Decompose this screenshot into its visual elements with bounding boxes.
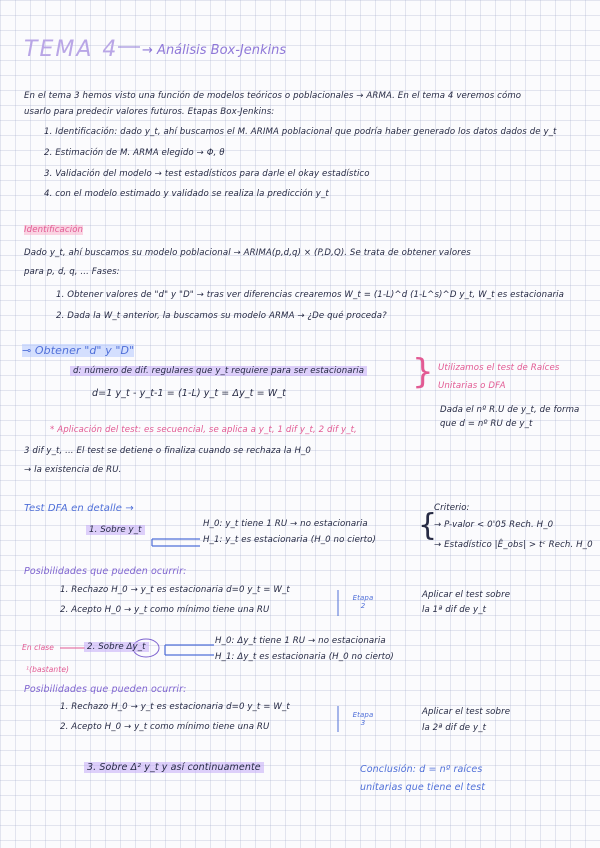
dfa-step-3: 3. Sobre Δ² y_t y así continuamente [84, 762, 264, 773]
step-3: 3. Validación del modelo → test estadísticos para darle el okay estadístico [44, 169, 370, 179]
conclusion-1: Conclusión: d = nº raíces [360, 764, 483, 775]
d-definition: d: número de dif. regulares que y_t requiere para ser estacionaria [70, 366, 367, 377]
ident-line-2: para p, d, q, ... Fases: [24, 267, 120, 277]
etapa-2-text-1: Aplicar el test sobre [422, 590, 511, 600]
etapa-3-text-1: Aplicar el test sobre [422, 707, 511, 717]
criterio-brace: { [418, 508, 438, 543]
dfa-h1: H_1: y_t es estacionaria (H_0 no cierto) [203, 535, 376, 545]
posib-2-rechazo: 1. Rechazo H_0 → y_t es estacionaria d=0 y_t = W_t [60, 702, 290, 712]
obtener-heading: ⊸ Obtener "d" y "D" [22, 344, 135, 357]
posib-2-acepto: 2. Acepto H_0 → y_t como mínimo tiene una RU [60, 722, 270, 732]
step-4: 4. con el modelo estimado y validado se realiza la predicción y_t [44, 189, 329, 199]
etapa-3-label: Etapa 3 [352, 711, 374, 727]
etapa-3-text-2: la 2ª dif de y_t [422, 723, 487, 733]
intro-line-2: usarlo para predecir valores futuros. Etapas Box-Jenkins: [24, 107, 275, 117]
etapa-2-label: Etapa 2 [352, 594, 374, 610]
tema-title: TEMA 4 [24, 37, 119, 62]
application-line-2: 3 dif y_t, ... El test se detiene o finaliza cuando se rechaza la H_0 [24, 446, 311, 456]
step-1: 1. Identificación: dado y_t, ahí buscamos el M. ARIMA poblacional que podría haber generado los datos dados de y_t [44, 127, 557, 137]
posib-1-acepto: 2. Acepto H_0 → y_t como mínimo tiene una RU [60, 605, 270, 615]
conclusion-2: unitarias que tiene el test [360, 782, 486, 793]
posib-1-rechazo: 1. Rechazo H_0 → y_t es estacionaria d=0 y_t = W_t [60, 585, 290, 595]
application-line-1: * Aplicación del test: es secuencial, se aplica a y_t, 1 dif y_t, 2 dif y_t, [50, 425, 357, 435]
dfa-h1-2: H_1: Δy_t es estacionaria (H_0 no cierto) [215, 652, 394, 662]
dfa-step-1: 1. Sobre y_t [86, 525, 145, 536]
criterio-2: → Estadístico |Ê_obs| > tᶜ Rech. H_0 [434, 540, 593, 550]
criterio-1: → P-valor < 0'05 Rech. H_0 [434, 520, 554, 530]
application-line-3: → la existencia de RU. [24, 465, 122, 475]
en-clase-note: En clase [22, 643, 55, 652]
d-equation: d=1 y_t - y_t-1 = (1-L) y_t = Δy_t = W_t [92, 388, 286, 399]
pink-brace: } [412, 352, 434, 392]
intro-line-1: En el tema 3 hemos visto una función de modelos teóricos o poblacionales → ARMA. En el tema 4 veremos cómo [24, 91, 522, 101]
ident-phase-1: 1. Obtener valores de "d" y "D" → tras ver diferencias crearemos W_t = (1-L)^d (1-L^s)^D y_t, W_t es estacionaria [56, 290, 565, 300]
criterio-label: Criterio: [434, 503, 470, 513]
side-note-1: Utilizamos el test de Raíces [438, 363, 560, 373]
side-note-4: que d = nº RU de y_t [440, 419, 533, 429]
posibilidades-2: Posibilidades que pueden ocurrir: [24, 684, 187, 695]
ident-phase-2: 2. Dada la W_t anterior, la buscamos su modelo ARMA → ¿De qué proceda? [56, 311, 387, 321]
ident-heading: Identificación [24, 225, 84, 235]
posibilidades-1: Posibilidades que pueden ocurrir: [24, 566, 187, 577]
etapa-2-text-2: la 1ª dif de y_t [422, 605, 487, 615]
ident-line-1: Dado y_t, ahí buscamos su modelo poblacional → ARIMA(p,d,q) × (P,D,Q). Se trata de obtener valores [24, 248, 471, 258]
dfa-step-2: 2. Sobre Δy_t [84, 642, 149, 653]
bastante-note: ¹(bastante) [26, 665, 70, 674]
dfa-heading: Test DFA en detalle → [24, 503, 134, 514]
step-2: 2. Estimación de M. ARMA elegido → Φ, θ [44, 148, 225, 158]
dfa-h0-2: H_0: Δy_t tiene 1 RU → no estacionaria [215, 636, 386, 646]
dfa-h0: H_0: y_t tiene 1 RU → no estacionaria [203, 519, 368, 529]
side-note-2: Unitarias o DFA [438, 381, 506, 391]
side-note-3: Dada el nº R.U de y_t, de forma [440, 405, 580, 415]
topic-title: → Análisis Box-Jenkins [142, 43, 287, 58]
